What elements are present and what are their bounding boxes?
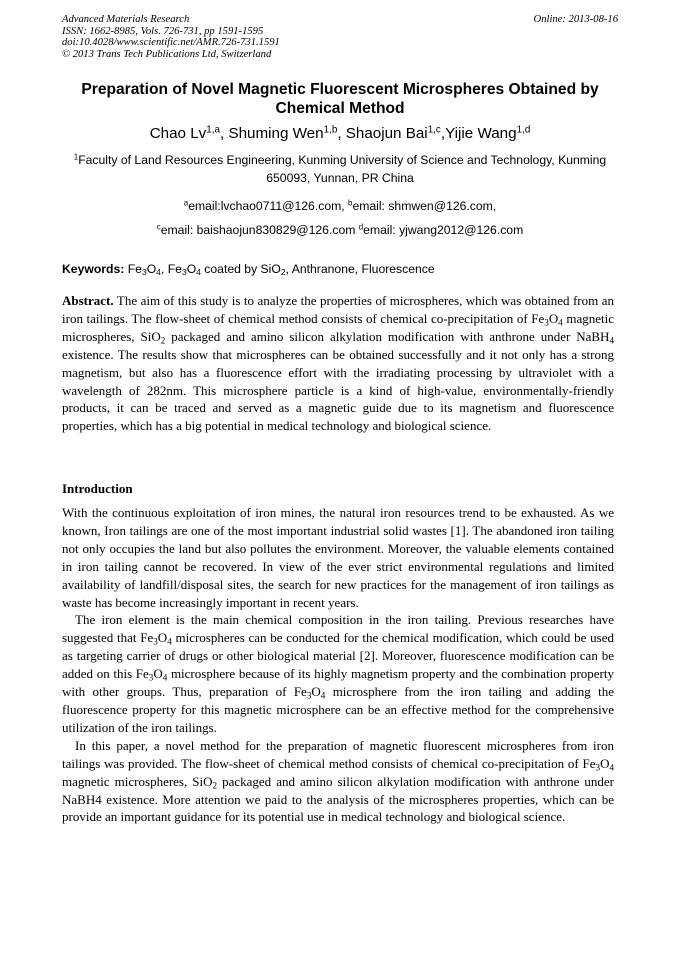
- keyword-text: O: [186, 262, 197, 276]
- email-b: email: shmwen@126.com,: [352, 199, 497, 213]
- subscript: 3: [595, 761, 601, 772]
- keyword-text: Fe: [167, 262, 182, 276]
- subscript: 3: [544, 317, 549, 328]
- author-affiliation-mark: 1,a: [206, 124, 220, 136]
- email-mark: b: [348, 198, 353, 208]
- keyword-text: O: [146, 262, 157, 276]
- subscript: 3: [181, 267, 187, 278]
- paper-title: [62, 80, 618, 118]
- email-mark: d: [358, 222, 364, 232]
- email-mark: a: [183, 198, 189, 208]
- subscript: 3: [148, 672, 154, 683]
- affiliation-line-1: Faculty of Land Resources Engineering, Kunming University of Science and Technology, Kunming: [78, 153, 607, 167]
- journal-issn: ISSN: 1662-8985, Vols. 726-731, pp 1591-1595: [62, 25, 264, 37]
- keywords: [62, 261, 618, 277]
- author-name: Chao Lv: [149, 125, 207, 142]
- subscript: 2: [280, 267, 286, 278]
- email-mark: c: [156, 222, 161, 232]
- journal-header: [62, 14, 618, 60]
- author-affiliation-mark: 1,b: [323, 124, 338, 136]
- abstract-text: existence. The results show that microspheres can be obtained successfully and it not only has a strong magnetism, but also has a fluorescence effort with the irradiating processing by ultraviolet with a wavelength of 282nm. This microsphere particle is a kind of high-value, environmentally-friendly products, it can be traced and served as a magnetic guide due to its magnetism and fluorescence properties, which has a big potential in medical technology and biological science.: [62, 346, 614, 434]
- author-list: [62, 124, 618, 144]
- introduction-section: [62, 504, 614, 826]
- subscript: 4: [156, 267, 161, 278]
- paragraph-text: The iron element is the main chemical composition in the iron tailing. Previous researches have suggested that Fe: [62, 612, 614, 646]
- paragraph-text: O: [600, 755, 610, 771]
- subscript: 3: [306, 690, 312, 701]
- journal-name: Advanced Materials Research: [62, 14, 190, 25]
- abstract: [62, 292, 614, 435]
- paragraph-text: packaged and amino silicon alkylation modification with anthrone under NaBH4 existence. More attention we paid to the analysis of the microspheres properties, which can be provide an important guidance for its potential use in medical technology and biological science.: [62, 773, 614, 825]
- paper-title-line-2: Chemical Method: [275, 100, 405, 117]
- keyword-text: , Anthranone, Fluorescence: [285, 262, 435, 276]
- abstract-label: Abstract.: [62, 293, 114, 308]
- subscript: 4: [162, 672, 168, 683]
- author-affiliation-mark: 1,d: [516, 124, 531, 136]
- abstract-text: packaged and amino silicon alkylation modification with anthrone under NaBH: [165, 328, 610, 344]
- paragraph-text: O: [153, 666, 163, 682]
- author-name: Shaojun Bai: [345, 125, 428, 142]
- paragraph-text: O: [157, 630, 168, 646]
- subscript: 4: [609, 761, 614, 772]
- subscript: 4: [196, 267, 201, 278]
- paper-title-line-1: Preparation of Novel Magnetic Fluorescent Microspheres Obtained by: [81, 81, 599, 98]
- journal-doi: doi:10.4028/www.scientific.net/AMR.726-731.1591: [62, 37, 280, 49]
- intro-paragraph-3: [62, 737, 614, 827]
- author-name: Yijie Wang: [445, 125, 517, 142]
- keyword-text: Fe: [127, 262, 142, 276]
- keyword-text: ,: [160, 262, 168, 276]
- abstract-text: The aim of this study is to analyze the properties of microspheres, which was obtained from an iron tailings. The flow-sheet of chemical method consists of chemical co-precipitation of Fe: [62, 293, 614, 326]
- subscript: 2: [212, 779, 218, 790]
- affiliation-mark: 1: [73, 152, 79, 162]
- email-d: email: yjwang2012@126.com: [363, 223, 524, 237]
- paragraph-text: In this paper, a novel method for the preparation of magnetic fluorescent microspheres from iron tailings was provided. The flow-sheet of chemical method consists of chemical co-precipitation of Fe: [62, 737, 614, 771]
- email-c: email: baishaojun830829@126.com: [160, 223, 359, 237]
- paragraph-text: microsphere from the iron tailing and adding the fluorescence property for this magnetic microsphere can be an effective method for the comprehensive utilization of the iron tailings.: [62, 684, 614, 735]
- online-date: Online: 2013-08-16: [533, 14, 618, 25]
- subscript: 3: [141, 267, 147, 278]
- keyword-text: coated by SiO: [200, 262, 281, 276]
- subscript: 4: [320, 690, 326, 701]
- author-separator: ,: [337, 125, 346, 142]
- author-separator: ,: [220, 125, 229, 142]
- keywords-label: Keywords:: [62, 262, 125, 276]
- subscript: 4: [167, 636, 172, 647]
- abstract-text: O: [548, 310, 559, 326]
- paragraph-text: microsphere because of its highly magnetism property and the combination property with other groups. Thus, preparation of Fe: [62, 666, 614, 700]
- paragraph-text: magnetic microspheres, SiO: [62, 773, 213, 789]
- paragraph-text: microspheres can be conducted for the chemical modification, which could be used as targeting carrier of drugs or other biological material [2]. Moreover, fluorescence modification can be added on this Fe: [62, 630, 615, 682]
- email-a: email:lvchao0711@126.com,: [188, 199, 349, 213]
- section-heading-introduction: Introduction: [62, 481, 133, 496]
- author-separator: ,: [440, 125, 446, 142]
- journal-copyright: © 2013 Trans Tech Publications Ltd, Switzerland: [62, 48, 272, 60]
- intro-paragraph-1: With the continuous exploitation of iron mines, the natural iron resources trend to be exhausted. As we known, Iron tailings are one of the most important industrial solid wastes [1]. The abandoned iron tailing not only occupies the land but also pollutes the environment. Moreover, the valuable elements contained in iron tailing cannot be recovered. In view of the ever strict environmental regulations and limited availability of landfill/disposal sites, the search for new practices for the management of iron tailings as waste has become increasingly important in recent years.: [62, 505, 614, 610]
- subscript: 3: [153, 636, 158, 647]
- subscript: 4: [558, 317, 563, 328]
- author-name: Shuming Wen: [228, 125, 324, 142]
- author-affiliation-mark: 1,c: [427, 124, 441, 136]
- paragraph-text: O: [311, 684, 321, 700]
- author-emails: [62, 194, 618, 242]
- intro-paragraph-2: [62, 611, 614, 736]
- affiliation: [62, 151, 618, 187]
- affiliation-line-2: 650093, Yunnan, PR China: [266, 171, 414, 185]
- abstract-text: magnetic microspheres, SiO: [62, 310, 614, 344]
- subscript: 2: [160, 335, 166, 346]
- subscript: 4: [609, 335, 614, 346]
